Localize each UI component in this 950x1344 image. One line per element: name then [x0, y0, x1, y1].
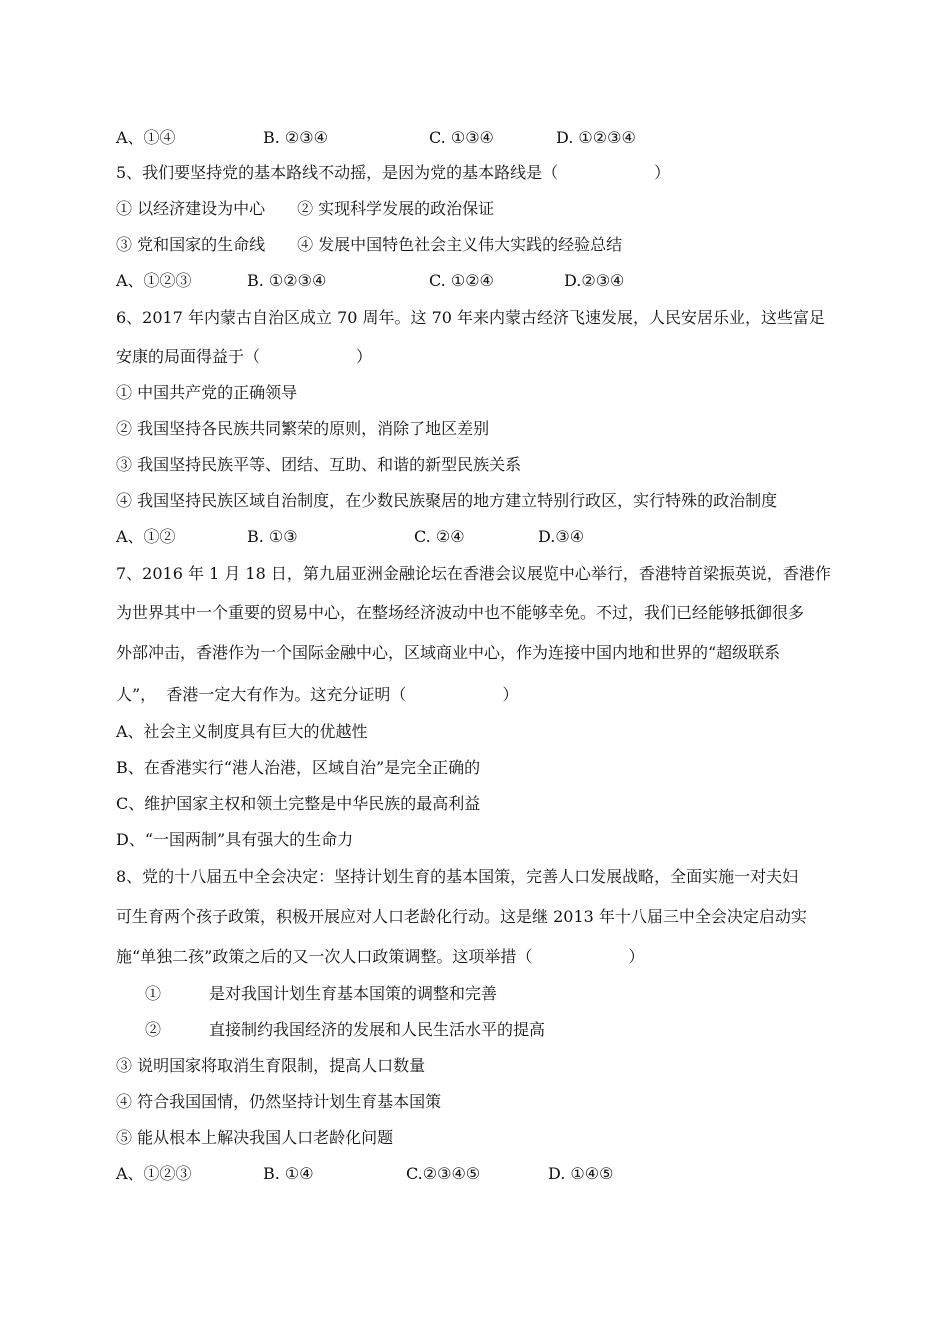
q6-item-2: ② 我国坚持各民族共同繁荣的原则，消除了地区差别	[116, 419, 490, 438]
q5-option-b: B. ①②③④	[247, 271, 327, 290]
q7-option-a: A、社会主义制度具有巨大的优越性	[116, 722, 368, 741]
q6-item-4: ④ 我国坚持民族区域自治制度，在少数民族聚居的地方建立特别行政区，实行特殊的政治制度	[116, 491, 778, 510]
q6-stem-line-2: 安康的局面得益于（ ）	[116, 347, 373, 366]
q8-stem-line-3: 施“单独二孩”政策之后的又一次人口政策调整。这项举措（ ）	[116, 947, 645, 966]
q7-stem-line-4: 人”， 香港一定大有作为。这充分证明（ ）	[116, 685, 519, 704]
q5-stem: 5、我们要坚持党的基本路线不动摇，是因为党的基本路线是（ ）	[116, 163, 671, 182]
q7-option-d: D、“一国两制”具有强大的生命力	[116, 830, 354, 849]
q5-options	[116, 270, 876, 292]
q6-option-c: C. ②④	[414, 527, 465, 546]
q8-option-b: B. ①④	[263, 1164, 314, 1183]
q4-option-b: B. ②③④	[263, 128, 328, 147]
q7-stem-line-2: 为世界其中一个重要的贸易中心，在整场经济波动中也不能够幸免。不过，我们已经能够抵御很多	[116, 603, 805, 622]
q6-stem-line-1: 6、2017 年内蒙古自治区成立 70 周年。这 70 年来内蒙古经济飞速发展，人民安居乐业，这些富足	[116, 308, 826, 327]
q8-item-3: ③ 说明国家将取消生育限制，提高人口数量	[116, 1056, 426, 1075]
q8-item-2: ② 直接制约我国经济的发展和人民生活水平的提高	[145, 1020, 546, 1039]
q8-options	[116, 1163, 876, 1185]
q7-option-c: C、维护国家主权和领土完整是中华民族的最高利益	[116, 794, 481, 813]
q5-line-1: ① 以经济建设为中心 ② 实现科学发展的政治保证	[116, 199, 495, 218]
q8-option-c: C.②③④⑤	[406, 1164, 481, 1183]
q6-item-1: ① 中国共产党的正确领导	[116, 383, 298, 402]
q6-options	[116, 526, 876, 548]
q5-option-d: D.②③④	[564, 271, 625, 290]
q8-item-4: ④ 符合我国国情，仍然坚持计划生育基本国策	[116, 1092, 442, 1111]
q5-option-a: A、①②③	[116, 271, 192, 290]
q4-option-a: A、①④	[116, 128, 176, 147]
q8-option-a: A、①②③	[116, 1164, 192, 1183]
q8-item-5: ⑤ 能从根本上解决我国人口老龄化问题	[116, 1128, 394, 1147]
q6-option-d: D.③④	[538, 527, 585, 546]
q8-option-d: D. ①④⑤	[548, 1164, 614, 1183]
q5-option-c: C. ①②④	[429, 271, 494, 290]
q8-stem-line-2: 可生育两个孩子政策，积极开展应对人口老龄化行动。这是继 2013 年十八届三中全会决定启动实	[116, 907, 807, 926]
q6-item-3: ③ 我国坚持民族平等、团结、互助、和谐的新型民族关系	[116, 455, 522, 474]
q4-option-d: D. ①②③④	[556, 128, 636, 147]
q7-stem-line-1: 7、2016 年 1 月 18 日，第九届亚洲金融论坛在香港会议展览中心举行，香港特首梁振英说，香港作	[116, 564, 831, 583]
q6-option-a: A、①②	[116, 527, 176, 546]
q7-option-b: B、在香港实行“港人治港，区域自治”是完全正确的	[116, 758, 481, 777]
q4-options	[116, 127, 876, 149]
q7-stem-line-3: 外部冲击，香港作为一个国际金融中心，区域商业中心，作为连接中国内地和世界的“超级联系	[116, 643, 781, 662]
q6-option-b: B. ①③	[247, 527, 298, 546]
q8-stem-line-1: 8、党的十八届五中全会决定：坚持计划生育的基本国策，完善人口发展战略，全面实施一对夫妇	[116, 867, 799, 886]
q5-line-2: ③ 党和国家的生命线 ④ 发展中国特色社会主义伟大实践的经验总结	[116, 235, 623, 254]
q8-item-1: ① 是对我国计划生育基本国策的调整和完善	[145, 984, 498, 1003]
q4-option-c: C. ①③④	[429, 128, 494, 147]
